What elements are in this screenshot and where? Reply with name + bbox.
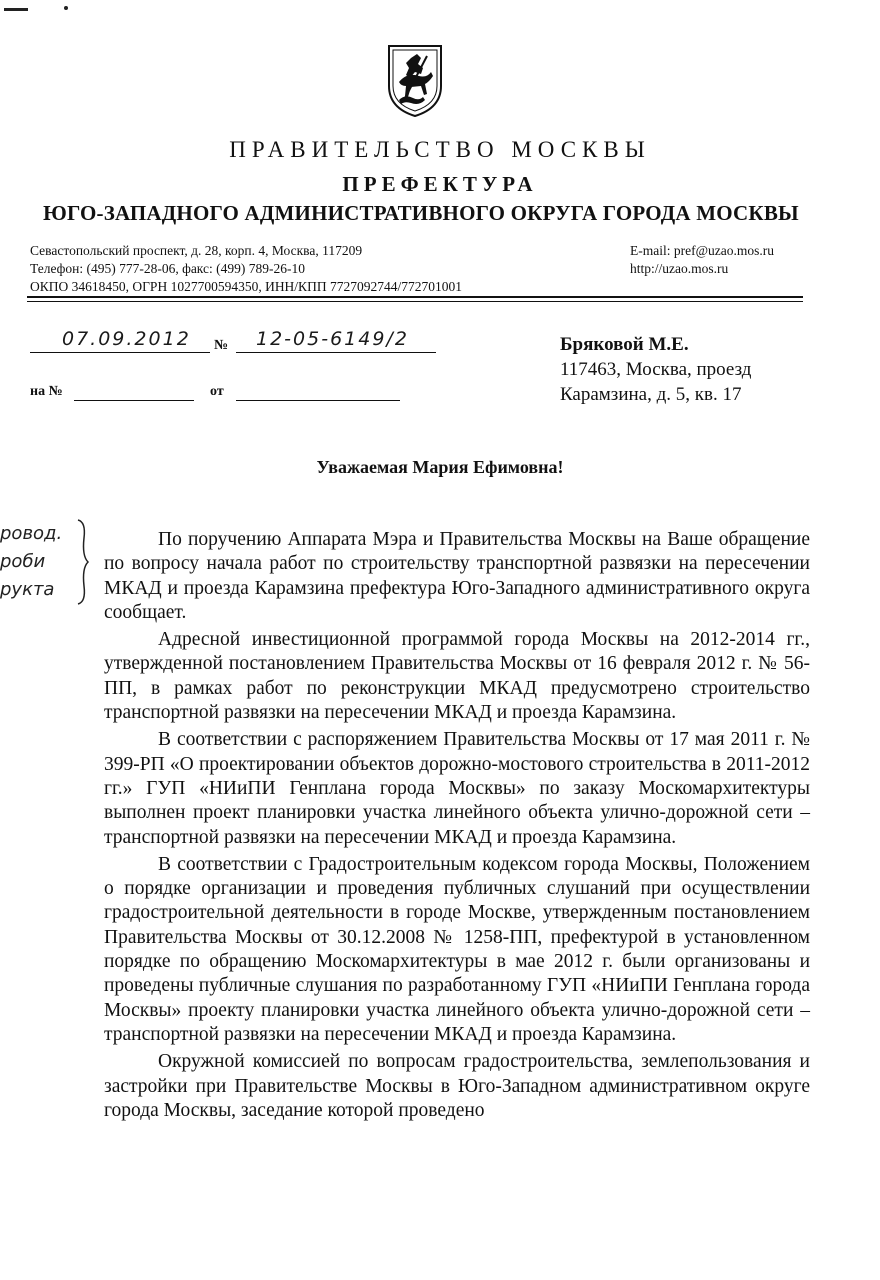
okrug-title: ЮГО-ЗАПАДНОГО АДМИНИСТРАТИВНОГО ОКРУГА ГОРОДА МОСКВЫ: [43, 201, 799, 225]
letter-body: [104, 528, 810, 1126]
margin-note-line: роби: [0, 551, 46, 572]
addressee-block: [560, 332, 751, 407]
ref-number-line: [74, 400, 194, 401]
ref-number-label: на №: [30, 384, 63, 399]
addressee-address-line1: 117463, Москва, проезд: [560, 359, 752, 380]
letter-paragraph: Окружной комиссией по вопросам градостроительства, землепользования и застройки при Правительстве Москвы в Юго-Западном административном округе города Москвы, заседание которой проведено: [104, 1051, 810, 1121]
letter-paragraph: Адресной инвестиционной программой города Москвы на 2012-2014 гг., утвержденной постановлением Правительства Москвы от 16 февраля 2012 г. № 56-ПП, в рамках работ по реконструкции МКАД предусмотрено строительство транспортной развязки на пересечении МКАД и проезда Карамзина.: [104, 629, 810, 724]
addressee-name: Бряковой М.Е.: [560, 334, 689, 355]
contacts-left: [30, 242, 462, 296]
ref-from-label: от: [210, 384, 224, 399]
letter-paragraph: По поручению Аппарата Мэра и Правительства Москвы на Ваше обращение по вопросу начала работ по строительству транспортной развязки на пересечении МКАД и проезда Карамзина префектура Юго-Западного административного округа сообщает.: [104, 529, 810, 623]
contact-website: http://uzao.mos.ru: [630, 261, 729, 276]
government-title: ПРАВИТЕЛЬСТВО МОСКВЫ: [229, 137, 651, 162]
number-label: №: [214, 338, 229, 353]
scan-speck: [4, 8, 28, 11]
letter-paragraph: В соответствии с Градостроительным кодексом города Москвы, Положением о порядке организации и проведения публичных слушаний при осуществлении градостроительной деятельности в городе Москве, утвержденным постановлением Правительства Москвы от 30.12.2008 № 1258-ПП, префектурой в установленном порядке по обращению Москомархитектуры в мае 2012 г. были организованы и проведены публичные слушания по разработанному ГУП «НИиПИ Генплана города Москвы» проекту планировки участка линейного объекта улично-дорожной сети – транспортной развязки на пересечении МКАД и проезда Карамзина.: [104, 853, 810, 1045]
contact-address: Севастопольский проспект, д. 28, корп. 4, Москва, 117209: [30, 243, 363, 258]
header-rule-bottom: [27, 301, 803, 302]
ref-from-line: [236, 400, 400, 401]
contact-codes: ОКПО 34618450, ОГРН 1027700594350, ИНН/КПП 7727092744/772701001: [30, 279, 462, 294]
greeting: Уважаемая Мария Ефимовна!: [316, 457, 564, 477]
margin-note-line: ровод.: [0, 523, 63, 544]
letter-paragraph: В соответствии с распоряжением Правительства Москвы от 17 мая 2011 г. № 399-РП «О проектировании объектов дорожно-мостового строительства в 2011-2012 гг.» ГУП «НИиПИ Генплана города Москвы» по заказу Москомархитектуры выполнен проект планировки участка линейного объекта улично-дорожной сети – транспортной развязки на пересечении МКАД и проезда Карамзина.: [104, 729, 810, 848]
registration-number: 12-05-6149/2: [256, 328, 409, 350]
moscow-coat-of-arms-icon: [385, 42, 445, 118]
handwritten-brace: [76, 518, 90, 606]
contact-email: E-mail: pref@uzao.mos.ru: [630, 243, 775, 258]
registration-date: 07.09.2012: [62, 328, 191, 350]
contacts-right: [630, 242, 774, 278]
contact-phone: Телефон: (495) 777-28-06, факс: (499) 789-26-10: [30, 261, 306, 276]
scan-speck: [64, 6, 68, 10]
margin-note-line: рукта: [0, 579, 55, 600]
handwritten-margin-note: [0, 520, 80, 604]
addressee-address-line2: Карамзина, д. 5, кв. 17: [560, 384, 742, 405]
header-rule-top: [27, 296, 803, 298]
prefecture-title: ПРЕФЕКТУРА: [342, 172, 538, 196]
